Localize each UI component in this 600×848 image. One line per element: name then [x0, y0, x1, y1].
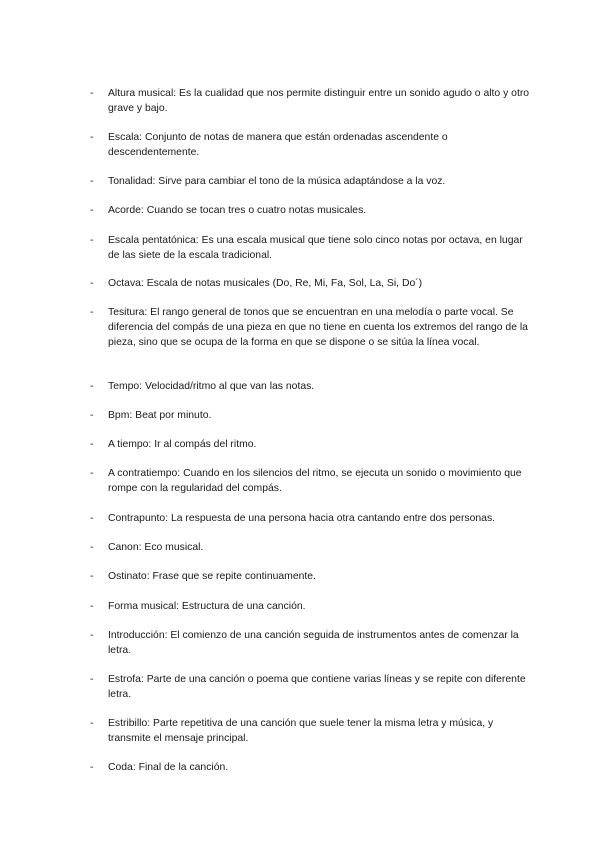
list-item-text: Octava: Escala de notas musicales (Do, Re, Mi, Fa, Sol, La, Si, Do´) [108, 278, 423, 289]
list-item-text: Introducción: El comienzo de una canción seguida de instrumentos antes de comenzar la letra. [108, 630, 519, 656]
bullet-dash: - [90, 468, 94, 479]
list-item-text: A contratiempo: Cuando en los silencios del ritmo, se ejecuta un sonido o movimiento que rompe con la regularidad del compás. [108, 468, 522, 494]
bullet-dash: - [90, 513, 94, 524]
list-item-text: Tesitura: El rango general de tonos que se encuentran en una melodía o parte vocal. Se diferencia del compás de una pieza en que no tiene en cuenta los extremos del rango de la pieza, sino que se ocupa de la forma en que se dispone o se sitúa la línea vocal. [108, 307, 528, 348]
bullet-dash: - [90, 176, 94, 187]
list-item [90, 130, 530, 160]
list-item-text: Escala: Conjunto de notas de manera que están ordenadas ascendente o descendentemente. [108, 132, 448, 158]
list-item [90, 233, 530, 263]
list-item [90, 540, 530, 555]
list-item-text: A tiempo: Ir al compás del ritmo. [108, 439, 257, 450]
bullet-dash: - [90, 439, 94, 450]
bullet-dash: - [90, 205, 94, 216]
list-item-text: Estribillo: Parte repetitiva de una canción que suele tener la misma letra y música, y transmite el mensaje principal. [108, 718, 494, 744]
list-item-text: Estrofa: Parte de una canción o poema que contiene varias líneas y se repite con diferente letra. [108, 674, 526, 700]
bullet-dash: - [90, 278, 94, 289]
bullet-dash: - [90, 88, 94, 99]
list-item [90, 716, 530, 746]
bullet-dash: - [90, 381, 94, 392]
list-item-text: Tempo: Velocidad/ritmo al que van las notas. [108, 381, 315, 392]
list-item-text: Bpm: Beat por minuto. [108, 410, 212, 421]
bullet-dash: - [90, 542, 94, 553]
list-item-text: Contrapunto: La respuesta de una persona hacia otra cantando entre dos personas. [108, 513, 496, 524]
list-item [90, 305, 530, 350]
list-item-text: Escala pentatónica: Es una escala musical que tiene solo cinco notas por octava, en lugar de las siete de la escala tradicional. [108, 235, 523, 261]
bullet-dash: - [90, 235, 94, 246]
list-item [90, 437, 530, 452]
list-item [90, 174, 530, 189]
list-item-text: Ostinato: Frase que se repite continuamente. [108, 571, 316, 582]
list-item [90, 569, 530, 584]
list-item-text: Canon: Eco musical. [108, 542, 204, 553]
list-item [90, 203, 530, 218]
list-item-text: Forma musical: Estructura de una canción. [108, 601, 306, 612]
bullet-dash: - [90, 410, 94, 421]
list-item [90, 760, 530, 775]
bullet-dash: - [90, 132, 94, 143]
list-item [90, 466, 530, 496]
list-item [90, 511, 530, 526]
list-item-text: Altura musical: Es la cualidad que nos permite distinguir entre un sonido agudo o alto y otro grave y bajo. [108, 88, 530, 114]
list-item [90, 599, 530, 614]
bullet-dash: - [90, 762, 94, 773]
list-item [90, 86, 530, 116]
list-item [90, 628, 530, 658]
bullet-dash: - [90, 307, 94, 318]
bullet-dash: - [90, 674, 94, 685]
bullet-dash: - [90, 601, 94, 612]
list-item-text: Acorde: Cuando se tocan tres o cuatro notas musicales. [108, 205, 367, 216]
list-item-text: Tonalidad: Sirve para cambiar el tono de la música adaptándose a la voz. [108, 176, 446, 187]
bullet-dash: - [90, 718, 94, 729]
bullet-dash: - [90, 571, 94, 582]
bullet-dash: - [90, 630, 94, 641]
list-item [90, 379, 530, 394]
list-item-text: Coda: Final de la canción. [108, 762, 229, 773]
list-item [90, 408, 530, 423]
list-item [90, 276, 530, 291]
list-item [90, 672, 530, 702]
